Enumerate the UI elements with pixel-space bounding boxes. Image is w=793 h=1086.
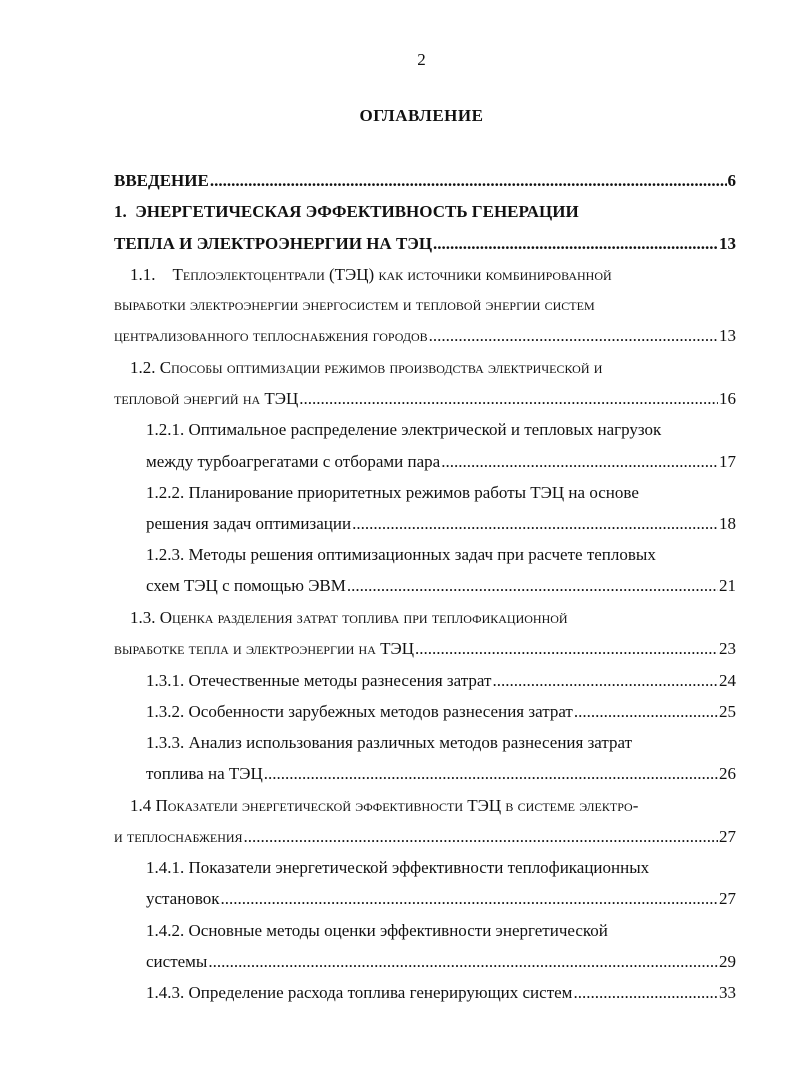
- toc-entry-text: решения задач оптимизации: [146, 514, 352, 533]
- toc-entry-1-4-1-line-2[interactable]: [146, 884, 736, 914]
- dot-leader: [347, 571, 718, 601]
- toc-entry-1-2-3-line-2[interactable]: [146, 571, 736, 601]
- toc-entry-1-4-2-line-2[interactable]: [146, 947, 736, 977]
- toc-page-number: 23: [719, 639, 736, 658]
- toc-entry-1-4-2-line-1[interactable]: [146, 916, 736, 946]
- toc-entry-text: топлива на ТЭЦ: [146, 764, 263, 783]
- dot-leader: [492, 666, 718, 696]
- page-title: ОГЛАВЛЕНИЕ: [359, 106, 484, 125]
- toc-entry-1-1-line-2[interactable]: [114, 290, 736, 320]
- toc-entry-1-2-1-line-1[interactable]: [146, 415, 736, 445]
- toc-page-number: 6: [727, 171, 736, 190]
- toc-entry-text: 1.2. Способы оптимизации режимов производства электрической и: [130, 358, 603, 377]
- toc-entry-1-2-2-line-1[interactable]: [146, 478, 736, 508]
- toc-entry-1-4-1-line-1[interactable]: [146, 853, 736, 883]
- toc-page-number: 13: [719, 326, 736, 345]
- toc-page-number: 25: [719, 702, 736, 721]
- toc-entry-1-3-line-1[interactable]: [130, 603, 736, 633]
- toc-entry-text: ТЕПЛА И ЭЛЕКТРОЭНЕРГИИ НА ТЭЦ: [114, 234, 433, 253]
- toc-entry-text: установок: [146, 889, 220, 908]
- toc-page-number: 13: [719, 234, 736, 253]
- toc-entry-text: 1.3. Оценка разделения затрат топлива при теплофикационной: [130, 608, 568, 627]
- toc-entry-text: 1. ЭНЕРГЕТИЧЕСКАЯ ЭФФЕКТИВНОСТЬ ГЕНЕРАЦИИ: [114, 202, 579, 221]
- toc-entry-text: 1.4.3. Определение расхода топлива генерирующих систем: [146, 983, 573, 1002]
- toc-entry-introduction[interactable]: [114, 166, 736, 196]
- toc-entry-text: схем ТЭЦ с помощью ЭВМ: [146, 576, 346, 595]
- toc-page-number: 16: [719, 389, 736, 408]
- toc-entry-text: ВВЕДЕНИЕ: [114, 171, 209, 190]
- toc-page-number: 24: [719, 671, 736, 690]
- dot-leader: [415, 634, 718, 664]
- toc-entry-text: тепловой энергий на ТЭЦ: [114, 389, 299, 408]
- toc-entry-1-3-1[interactable]: [146, 666, 736, 696]
- toc-entry-text: 1.4.1. Показатели энергетической эффективности теплофикационных: [146, 858, 650, 877]
- toc-entry-1-3-line-2[interactable]: [114, 634, 736, 664]
- toc-page-number: 17: [719, 452, 736, 471]
- toc-page-number: 18: [719, 514, 736, 533]
- toc-entry-1-2-2-line-2[interactable]: [146, 509, 736, 539]
- dot-leader: [573, 978, 718, 1008]
- toc-entry-1-3-3-line-2[interactable]: [146, 759, 736, 789]
- toc-page-number: 21: [719, 576, 736, 595]
- toc-entry-text: системы: [146, 952, 208, 971]
- dot-leader: [244, 822, 718, 852]
- dot-leader: [429, 321, 718, 351]
- dot-leader: [352, 509, 718, 539]
- toc-entry-1-2-line-1[interactable]: [130, 353, 736, 383]
- toc-page-number: 26: [719, 764, 736, 783]
- page-number: 2: [417, 50, 426, 69]
- toc-entry-1-1-line-3[interactable]: [114, 321, 736, 351]
- toc-entry-text: 1.2.2. Планирование приоритетных режимов работы ТЭЦ на основе: [146, 483, 639, 502]
- toc-entry-text: 1.3.2. Особенности зарубежных методов разнесения затрат: [146, 702, 573, 721]
- toc-entry-text: 1.3.1. Отечественные методы разнесения затрат: [146, 671, 492, 690]
- toc-entry-text: 1.4.2. Основные методы оценки эффективности энергетической: [146, 921, 608, 940]
- dot-leader: [264, 759, 718, 789]
- toc-entry-1-1-line-1[interactable]: [130, 260, 736, 290]
- toc-entry-text: между турбоагрегатами с отборами пара: [146, 452, 441, 471]
- toc-entry-1-3-2[interactable]: [146, 697, 736, 727]
- toc-entry-1-2-3-line-1[interactable]: [146, 540, 736, 570]
- toc-entry-text: 1.2.3. Методы решения оптимизационных задач при расчете тепловых: [146, 545, 656, 564]
- dot-leader: [441, 447, 718, 477]
- toc-page-number: 33: [719, 983, 736, 1002]
- toc-entry-text: централизованного теплоснабжения городов: [114, 326, 428, 345]
- dot-leader: [433, 229, 718, 259]
- toc-entry-1-3-3-line-1[interactable]: [146, 728, 736, 758]
- toc-entry-text: 1.3.3. Анализ использования различных методов разнесения затрат: [146, 733, 633, 752]
- toc-entry-1-4-line-1[interactable]: [130, 791, 736, 821]
- toc-entry-text: 1.4 Показатели энергетической эффективности ТЭЦ в системе электро-: [130, 796, 639, 815]
- dot-leader: [210, 166, 727, 196]
- toc-entry-1-4-3[interactable]: [146, 978, 736, 1008]
- toc-page-number: 27: [719, 889, 736, 908]
- toc-entry-chapter-1-line-2[interactable]: [114, 229, 736, 259]
- dot-leader: [299, 384, 718, 414]
- toc-entry-1-2-line-2[interactable]: [114, 384, 736, 414]
- dot-leader: [208, 947, 718, 977]
- dot-leader: [574, 697, 718, 727]
- toc-entry-chapter-1-line-1[interactable]: [114, 197, 736, 227]
- toc-entry-1-4-line-2[interactable]: [114, 822, 736, 852]
- toc-entry-text: 1.1. Теплоэлектоцентрали (ТЭЦ) как источники комбинированной: [130, 265, 612, 284]
- toc-entry-1-2-1-line-2[interactable]: [146, 447, 736, 477]
- toc-entry-text: и теплоснабжения: [114, 827, 243, 846]
- toc-entry-text: 1.2.1. Оптимальное распределение электрической и тепловых нагрузок: [146, 420, 662, 439]
- toc-page-number: 27: [719, 827, 736, 846]
- toc-entry-text: выработке тепла и электроэнергии на ТЭЦ: [114, 639, 414, 658]
- dot-leader: [221, 884, 719, 914]
- toc-entry-text: выработки электроэнергии энергосистем и тепловой энергии систем: [114, 295, 595, 314]
- toc-page-number: 29: [719, 952, 736, 971]
